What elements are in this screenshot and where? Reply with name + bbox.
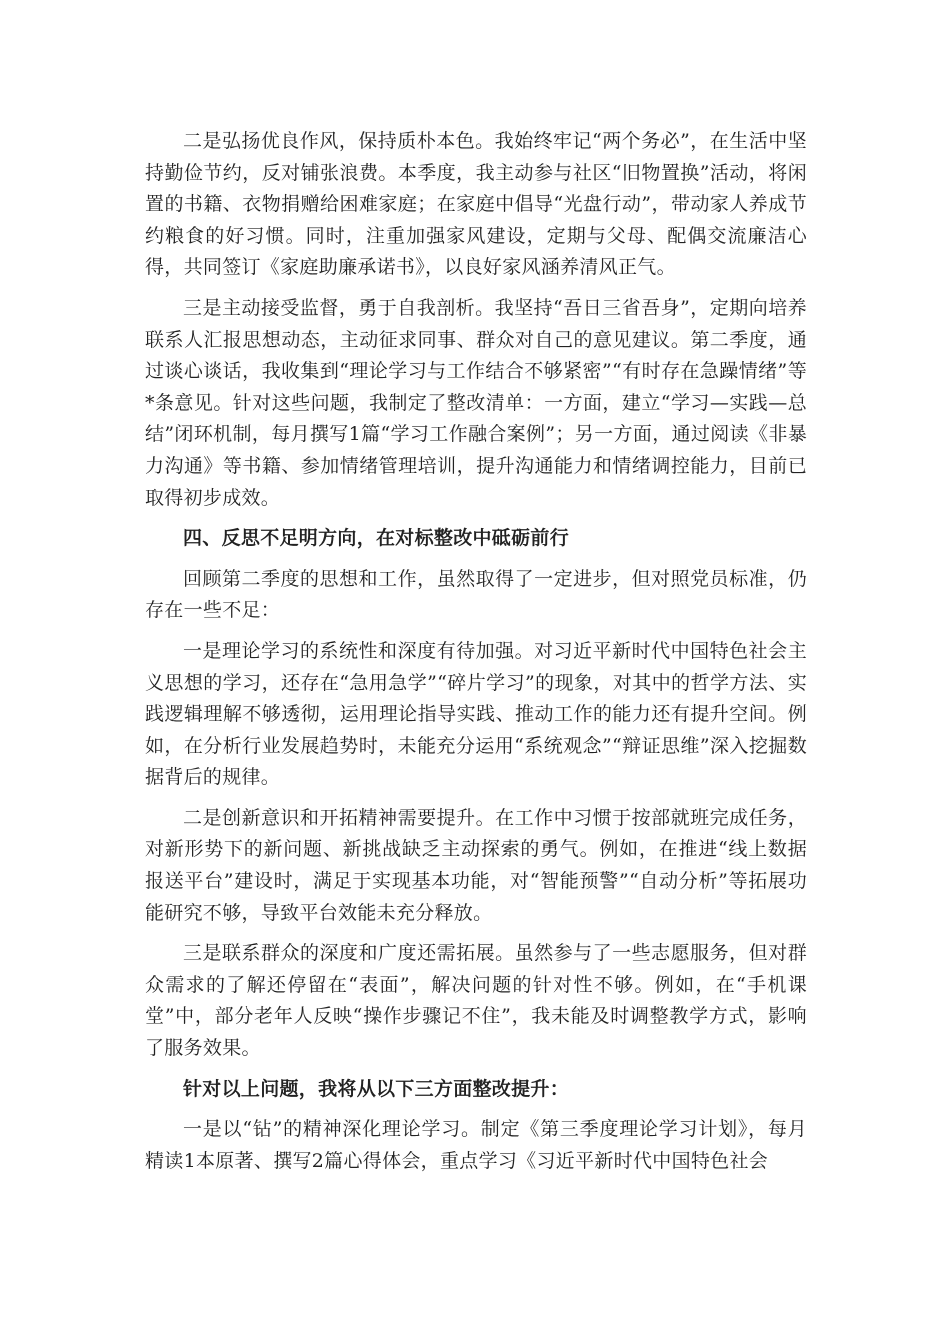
- paragraph-theory-improvement: 一是以“钻”的精神深化理论学习。制定《第三季度理论学习计划》，每月精读1本原著、撰写2篇心得体会，重点学习《习近平新时代中国特色社会: [145, 1118, 807, 1172]
- paragraph-masses-shortcoming: 三是联系群众的深度和广度还需拓展。虽然参与了一些志愿服务，但对群众需求的了解还停留在“表面”，解决问题的针对性不够。例如，在“手机课堂”中，部分老年人反映“操作步骤记不住”，我未能及时调整教学方式，影响了服务效果。: [145, 942, 807, 1060]
- paragraph-review-intro: 回顾第二季度的思想和工作，虽然取得了一定进步，但对照党员标准，仍存在一些不足：: [145, 567, 807, 622]
- subheading-improvement: 针对以上问题，我将从以下三方面整改提升：: [183, 1077, 570, 1100]
- paragraph-frugality: 二是弘扬优良作风，保持质朴本色。我始终牢记“两个务必”，在生活中坚持勤俭节约，反对铺张浪费。本季度，我主动参与社区“旧物置换”活动，将闲置的书籍、衣物捐赠给困难家庭；在家庭中倡导“光盘行动”，带动家人养成节约粮食的好习惯。同时，注重加强家风建设，定期与父母、配偶交流廉洁心得，共同签订《家庭助廉承诺书》，以良好家风涵养清风正气。: [145, 130, 807, 279]
- paragraph-supervision: 三是主动接受监督，勇于自我剖析。我坚持“吾日三省吾身”，定期向培养联系人汇报思想动态，主动征求同事、群众对自己的意见建议。第二季度，通过谈心谈话，我收集到“理论学习与工作结合不够紧密”“有时存在急躁情绪”等*条意见。针对这些问题，我制定了整改清单：一方面，建立“学习—实践—总结”闭环机制，每月撰写1篇“学习工作融合案例”；另一方面，通过阅读《非暴力沟通》等书籍、参加情绪管理培训，提升沟通能力和情绪调控能力，目前已取得初步成效。: [145, 296, 807, 509]
- section-heading-reflection: 四、反思不足明方向，在对标整改中砥砺前行: [183, 527, 570, 550]
- document-body: [145, 126, 807, 1186]
- paragraph-theory-shortcoming: 一是理论学习的系统性和深度有待加强。对习近平新时代中国特色社会主义思想的学习，还存在“急用急学”“碎片学习”的现象，对其中的哲学方法、实践逻辑理解不够透彻，运用理论指导实践、推动工作的能力还有提升空间。例如，在分析行业发展趋势时，未能充分运用“系统观念”“辩证思维”深入挖掘数据背后的规律。: [145, 639, 807, 789]
- paragraph-innovation-shortcoming: 二是创新意识和开拓精神需要提升。在工作中习惯于按部就班完成任务，对新形势下的新问题、新挑战缺乏主动探索的勇气。例如，在推进“线上数据报送平台”建设时，满足于实现基本功能，对“智能预警”“自动分析”等拓展功能研究不够，导致平台效能未充分释放。: [145, 806, 807, 924]
